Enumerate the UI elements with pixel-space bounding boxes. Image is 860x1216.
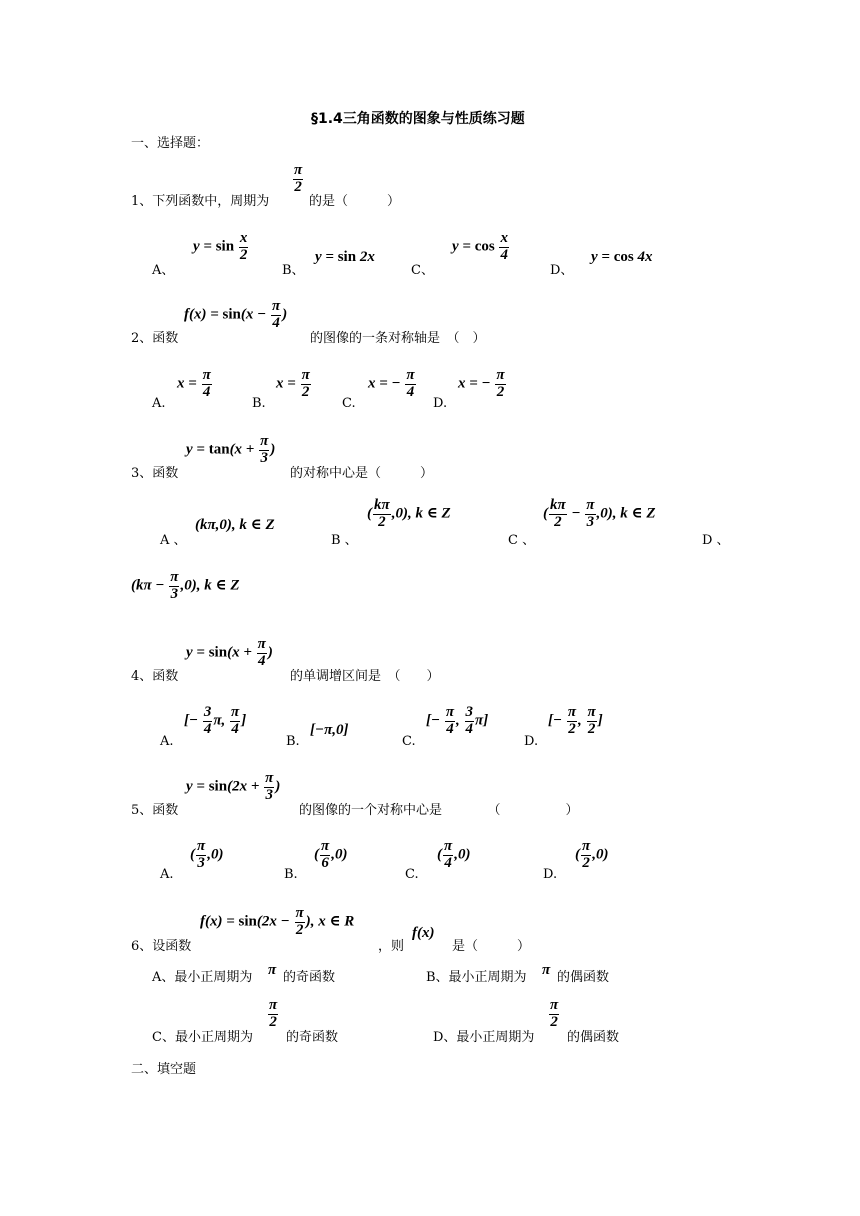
- question-5-stem: 5、函数: [131, 803, 179, 818]
- question-5-stem-end: 的图像的一个对称中心是 （ ）: [299, 803, 579, 818]
- page-title: §1.4三角函数的图象与性质练习题: [311, 111, 525, 127]
- q1-option-b-formula: y = sin 2x: [315, 249, 375, 265]
- q6-option-d-text: D、最小正周期为: [433, 1030, 535, 1045]
- question-2-stem: 2、函数: [131, 331, 179, 346]
- q2-option-c-label: C.: [342, 396, 356, 411]
- section-heading-fill-in: 二、填空题: [131, 1062, 197, 1077]
- q4-option-a-formula: [− $\frac{3}{4}$ π, $\frac{\pi}{4}$ ]: [184, 704, 247, 737]
- q1-period-formula: $\frac{\pi}{2}$: [294, 162, 303, 195]
- q6-option-b-text: B、最小正周期为: [426, 970, 527, 985]
- q3-option-a-label: A 、: [160, 533, 187, 548]
- q3-option-a-formula: (kπ,0), k ∈ Z: [195, 517, 275, 533]
- question-4-stem: 4、函数: [131, 669, 179, 684]
- q1-option-c-formula: y = cos $\frac{x}{4}$: [452, 230, 508, 263]
- q2-option-a-label: A.: [152, 396, 166, 411]
- question-3-stem: 3、函数: [131, 466, 179, 481]
- q1-option-d-label: D、: [550, 263, 574, 278]
- question-6-stem-end: 是（ ）: [452, 939, 531, 954]
- question-2-stem-end: 的图像的一条对称轴是 （ ）: [310, 331, 486, 346]
- q6-option-d-text-end: 的偶函数: [567, 1030, 620, 1045]
- q4-option-b-label: B.: [286, 734, 300, 749]
- q6-option-a-text: A、最小正周期为: [152, 970, 253, 985]
- q4-option-d-formula: [− $\frac{\pi}{2}$ , $\frac{\pi}{2}$ ]: [548, 704, 603, 737]
- q5-option-a-formula: ( $\frac{\pi}{3}$ ,0): [190, 838, 224, 871]
- q6-option-b-pi: π: [542, 962, 551, 978]
- q1-option-a-label: A、: [152, 263, 175, 278]
- question-6-stem-mid: ，则: [378, 939, 405, 954]
- q5-option-b-formula: ( $\frac{\pi}{6}$ ,0): [314, 838, 348, 871]
- q4-option-d-label: D.: [524, 734, 539, 749]
- section-heading-choice: 一、选择题：: [131, 136, 210, 151]
- q3-function-formula: y = tan(x + $\frac{\pi}{3}$ ): [186, 433, 276, 466]
- q6-option-b-text-end: 的偶函数: [557, 970, 610, 985]
- question-1-stem: 1、下列函数中，周期为: [131, 194, 270, 209]
- q5-option-d-formula: ( $\frac{\pi}{2}$ ,0): [575, 838, 609, 871]
- q2-option-b-label: B.: [252, 396, 266, 411]
- q5-option-c-label: C.: [405, 867, 419, 882]
- q5-option-d-label: D.: [543, 867, 558, 882]
- q2-option-a-formula: x = $\frac{\pi}{4}$: [177, 367, 211, 400]
- q4-option-c-label: C.: [402, 734, 416, 749]
- q4-option-a-label: A.: [160, 734, 174, 749]
- q2-function-formula: f(x) = sin(x − $\frac{\pi}{4}$ ): [184, 298, 288, 331]
- question-1-stem-end: 的是（ ）: [309, 194, 401, 209]
- q5-option-c-formula: ( $\frac{\pi}{4}$ ,0): [437, 838, 471, 871]
- q6-option-a-text-end: 的奇函数: [283, 970, 336, 985]
- q6-option-a-pi: π: [268, 962, 277, 978]
- q2-option-b-formula: x = $\frac{\pi}{2}$: [276, 367, 310, 400]
- question-4-stem-end: 的单调增区间是 （ ）: [290, 669, 440, 684]
- q6-function-formula: f(x) = sin(2x − $\frac{\pi}{2}$ ), x ∈ R: [200, 905, 355, 938]
- q1-option-a-formula: y = sin $\frac{x}{2}$: [193, 230, 248, 263]
- q4-option-c-formula: [− $\frac{\pi}{4}$ , $\frac{3}{4}$ π]: [426, 704, 489, 737]
- q2-option-d-label: D.: [433, 396, 448, 411]
- q3-option-c-label: C 、: [508, 533, 536, 548]
- q3-option-d-label: D 、: [702, 533, 730, 548]
- q6-option-c-text: C、最小正周期为: [152, 1030, 253, 1045]
- q2-option-c-formula: x = − $\frac{\pi}{4}$: [368, 367, 415, 400]
- q3-option-d-formula: (kπ − $\frac{\pi}{3}$ ,0), k ∈ Z: [131, 569, 240, 602]
- q4-option-b-formula: [−π,0]: [310, 722, 349, 738]
- q5-option-a-label: A.: [160, 867, 174, 882]
- q1-option-b-label: B、: [282, 263, 305, 278]
- q1-option-d-formula: y = cos 4x: [591, 249, 653, 265]
- q5-option-b-label: B.: [284, 867, 298, 882]
- q6-option-d-fraction: $\frac{\pi}{2}$: [550, 997, 559, 1030]
- q3-option-c-formula: ( $\frac{k\pi}{2}$ − $\frac{\pi}{3}$ ,0), k ∈ Z: [543, 497, 656, 530]
- q6-fx-formula: f(x): [412, 925, 435, 941]
- q6-option-c-fraction: $\frac{\pi}{2}$: [269, 997, 278, 1030]
- q6-option-c-text-end: 的奇函数: [286, 1030, 339, 1045]
- q3-option-b-label: B 、: [331, 533, 358, 548]
- q5-function-formula: y = sin(2x + $\frac{\pi}{3}$ ): [186, 770, 281, 803]
- question-6-stem: 6、设函数: [131, 939, 192, 954]
- q1-option-c-label: C、: [411, 263, 434, 278]
- q3-option-b-formula: ( $\frac{k\pi}{2}$ ,0), k ∈ Z: [367, 497, 451, 530]
- q2-option-d-formula: x = − $\frac{\pi}{2}$: [458, 367, 505, 400]
- question-3-stem-end: 的对称中心是（ ）: [290, 466, 434, 481]
- q4-function-formula: y = sin(x + $\frac{\pi}{4}$ ): [186, 636, 273, 669]
